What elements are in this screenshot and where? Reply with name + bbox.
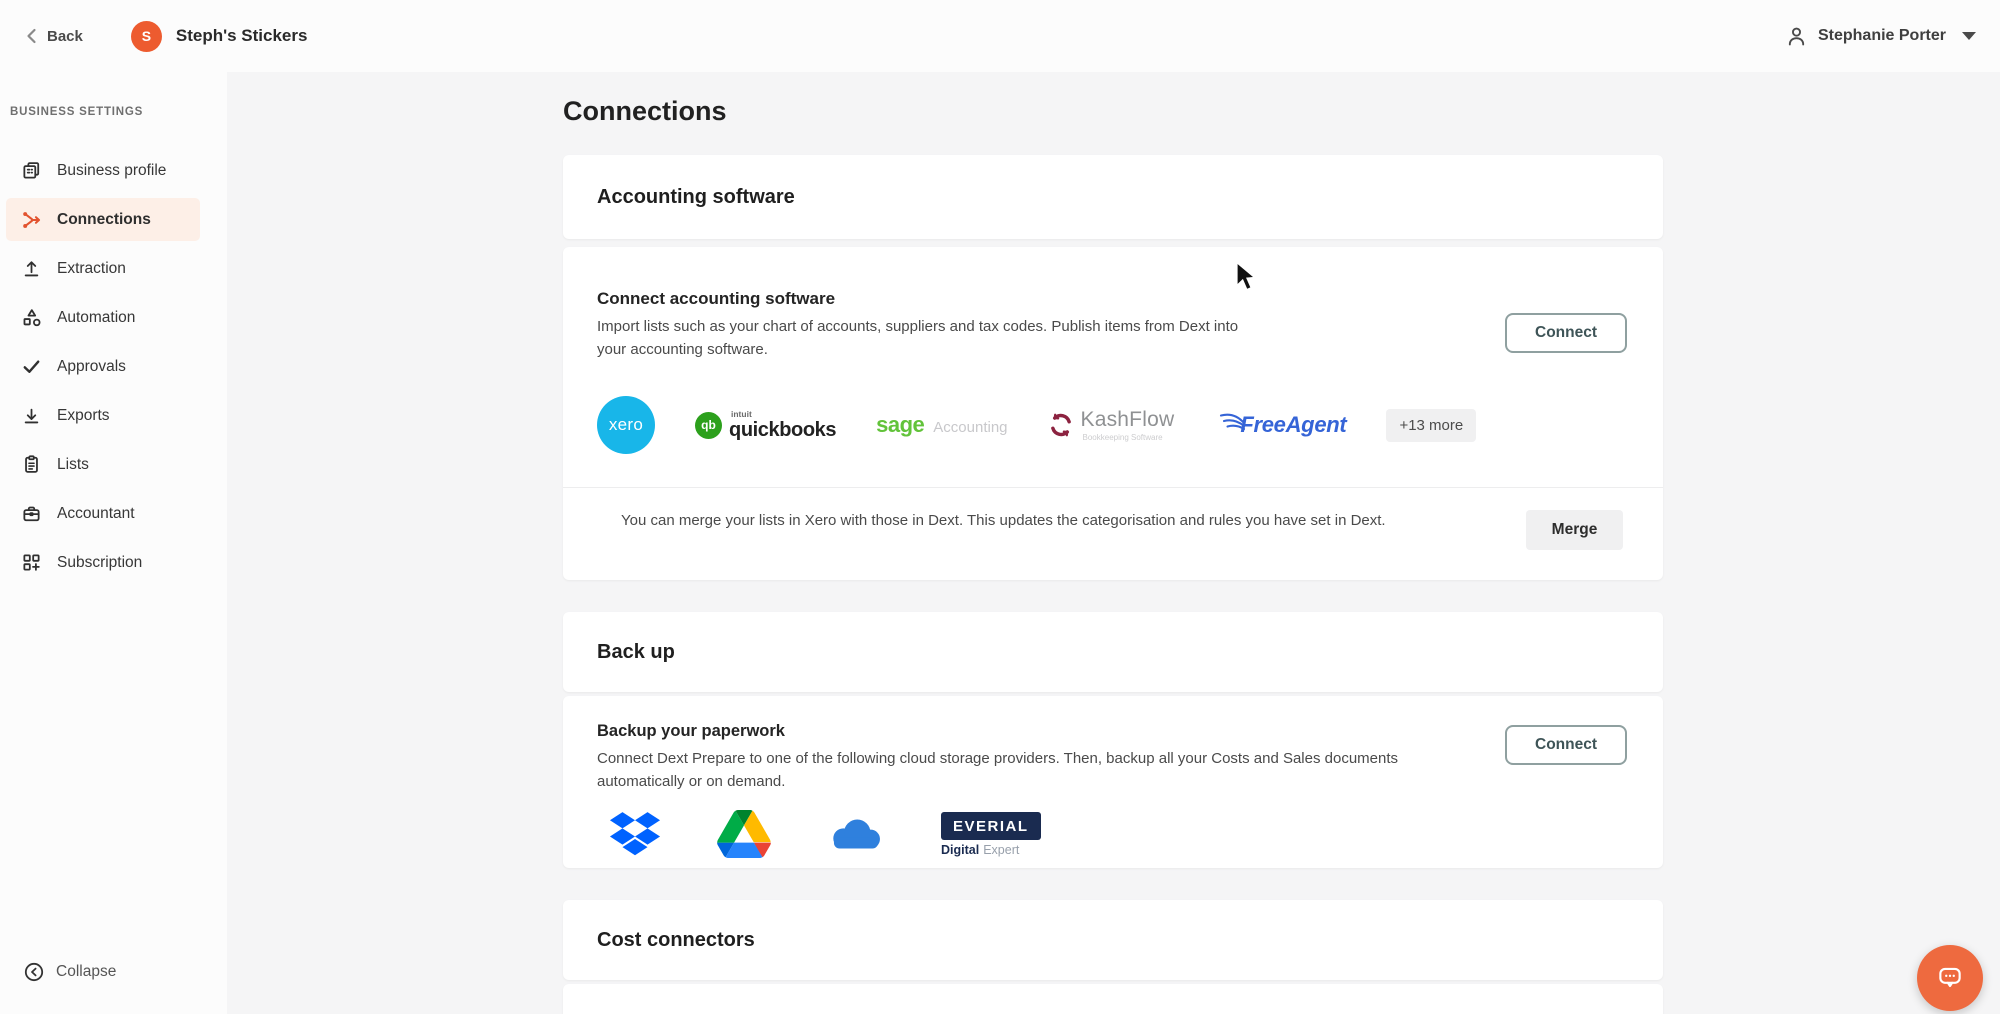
chat-launcher-button[interactable] bbox=[1917, 945, 1983, 1011]
freeagent-wing-icon bbox=[1218, 412, 1246, 432]
card-description: Connect Dext Prepare to one of the following cloud storage providers. Then, backup all your Costs and Sales documents automatically or on demand. bbox=[597, 750, 1399, 790]
back-button[interactable] bbox=[26, 28, 83, 45]
sidebar-item-connections[interactable] bbox=[0, 195, 227, 244]
business-name: Steph's Stickers bbox=[175, 26, 308, 45]
connect-backup-button[interactable]: Connect bbox=[1505, 725, 1627, 765]
intuit-label: intuit bbox=[731, 409, 752, 420]
download-icon bbox=[20, 404, 43, 427]
freeagent-label: FreeAgent bbox=[1240, 412, 1347, 437]
business-avatar: S bbox=[131, 21, 162, 52]
clipboard-icon bbox=[20, 453, 43, 476]
business-switcher bbox=[131, 21, 308, 52]
top-bar bbox=[0, 0, 2000, 72]
sidebar-item-label: Automation bbox=[57, 308, 136, 326]
buildings-icon bbox=[20, 159, 43, 182]
connect-accounting-button[interactable]: Connect bbox=[1505, 313, 1627, 353]
back-label: Back bbox=[47, 27, 83, 45]
kashflow-icon bbox=[1048, 412, 1074, 438]
sidebar-item-label: Lists bbox=[57, 455, 89, 473]
sidebar-item-extraction[interactable] bbox=[0, 244, 227, 293]
user-menu[interactable] bbox=[1785, 0, 1976, 72]
more-providers-badge[interactable]: +13 more bbox=[1386, 409, 1476, 442]
sidebar-item-approvals[interactable] bbox=[0, 342, 227, 391]
sidebar-item-label: Extraction bbox=[57, 259, 126, 277]
partial-card bbox=[563, 984, 1663, 1014]
everial-logo bbox=[941, 812, 1041, 857]
card-title: Backup your paperwork bbox=[597, 722, 785, 740]
section-title: Cost connectors bbox=[597, 928, 755, 951]
shapes-icon bbox=[20, 306, 43, 329]
merge-strip bbox=[563, 487, 1663, 550]
accounting-software-section-header bbox=[563, 155, 1663, 239]
sage-label: sage bbox=[876, 412, 925, 437]
sidebar-item-label: Subscription bbox=[57, 553, 143, 571]
sidebar-item-label: Business profile bbox=[57, 161, 167, 179]
upload-icon bbox=[20, 257, 43, 280]
sidebar-item-automation[interactable] bbox=[0, 293, 227, 342]
sidebar-item-business-profile[interactable] bbox=[0, 146, 227, 195]
google-drive-logo bbox=[717, 810, 771, 858]
accounting-software-card bbox=[563, 247, 1663, 580]
sidebar-item-lists[interactable] bbox=[0, 440, 227, 489]
sidebar-item-label: Exports bbox=[57, 406, 110, 424]
backup-card bbox=[563, 696, 1663, 868]
everial-expert-label: Expert bbox=[983, 842, 1020, 857]
chat-bubble-icon bbox=[1935, 963, 1965, 993]
sage-accounting-label: Accounting bbox=[933, 419, 1008, 436]
person-icon bbox=[1785, 25, 1808, 48]
onedrive-logo bbox=[827, 816, 885, 852]
sage-logo bbox=[876, 412, 1007, 438]
sidebar-section-label: BUSINESS SETTINGS bbox=[10, 106, 144, 118]
checkmark-icon bbox=[20, 355, 43, 378]
sidebar-item-exports[interactable] bbox=[0, 391, 227, 440]
branch-icon bbox=[20, 208, 43, 231]
briefcase-icon bbox=[20, 502, 43, 525]
collapse-label: Collapse bbox=[56, 963, 117, 980]
sidebar-item-label: Accountant bbox=[57, 504, 135, 522]
cost-connectors-section-header bbox=[563, 900, 1663, 980]
sidebar-item-label: Connections bbox=[57, 210, 151, 228]
section-title: Accounting software bbox=[597, 185, 795, 208]
dropbox-logo bbox=[609, 810, 661, 858]
sidebar bbox=[0, 72, 227, 1014]
page-title: Connections bbox=[563, 96, 727, 126]
sidebar-item-accountant[interactable] bbox=[0, 489, 227, 538]
cloud-logos-row bbox=[563, 803, 1663, 865]
kashflow-sublabel: Bookkeeping Software bbox=[1082, 432, 1163, 442]
everial-digital-label: Digital bbox=[941, 842, 980, 857]
merge-note: You can merge your lists in Xero with those in Dext. This updates the categorisation and rules you have set in Dext. bbox=[621, 512, 1386, 529]
collapse-icon bbox=[24, 962, 44, 982]
sidebar-nav bbox=[0, 146, 227, 587]
quickbooks-logo bbox=[695, 410, 836, 440]
quickbooks-icon: qb bbox=[695, 412, 722, 439]
sidebar-item-label: Approvals bbox=[57, 357, 126, 375]
freeagent-logo bbox=[1214, 412, 1346, 438]
accounting-logos-row bbox=[563, 395, 1663, 455]
grid-plus-icon bbox=[20, 551, 43, 574]
quickbooks-label: quickbooks bbox=[729, 418, 837, 441]
everial-label: EVERIAL bbox=[941, 812, 1041, 840]
card-title: Connect accounting software bbox=[597, 289, 836, 308]
user-name: Stephanie Porter bbox=[1817, 27, 1946, 44]
merge-button[interactable]: Merge bbox=[1526, 510, 1623, 550]
xero-logo: xero bbox=[597, 396, 655, 454]
chevron-left-icon bbox=[26, 28, 37, 44]
sidebar-item-subscription[interactable] bbox=[0, 538, 227, 587]
chevron-down-icon bbox=[1962, 32, 1976, 40]
card-description: Import lists such as your chart of accounts, suppliers and tax codes. Publish items from Dext into your accounting software. bbox=[597, 318, 1239, 358]
backup-section-header bbox=[563, 612, 1663, 692]
collapse-sidebar-button[interactable] bbox=[24, 962, 116, 982]
section-title: Back up bbox=[597, 640, 675, 663]
kashflow-label: KashFlow bbox=[1080, 407, 1175, 431]
kashflow-logo bbox=[1048, 409, 1175, 442]
